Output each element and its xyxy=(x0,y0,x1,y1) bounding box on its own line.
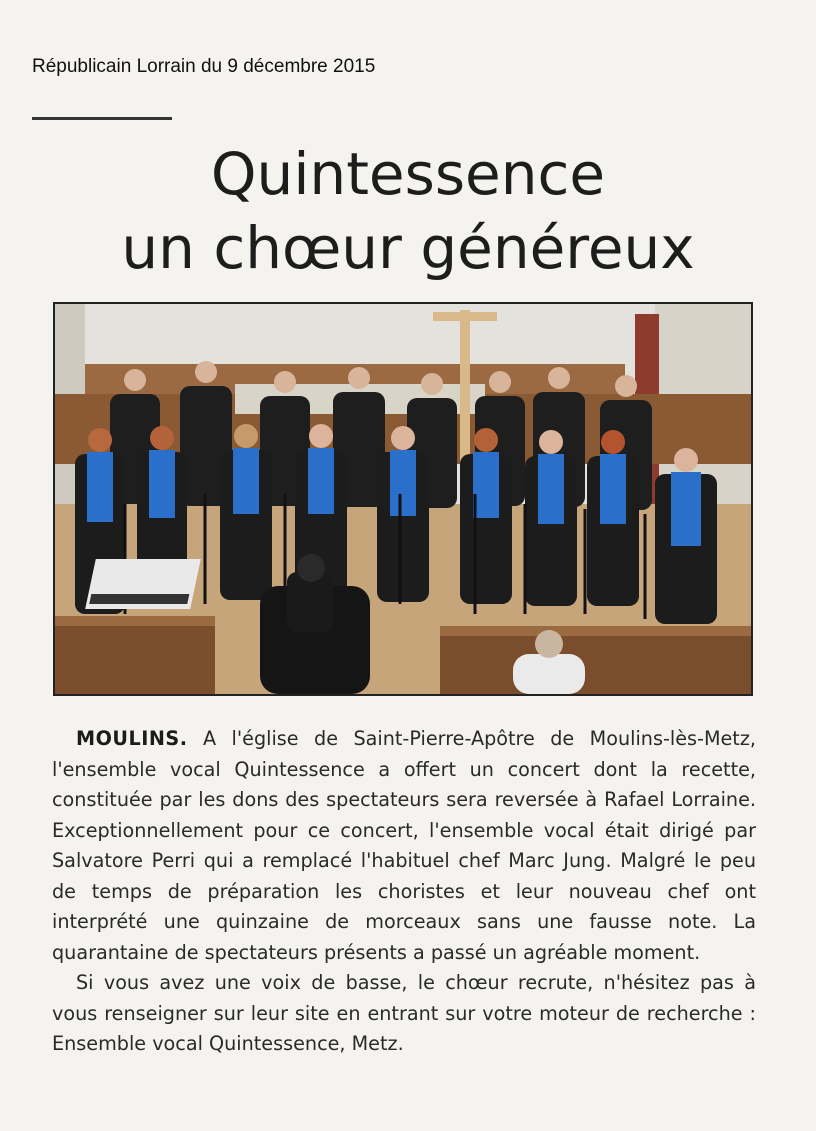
article-paragraph-1 xyxy=(52,724,756,968)
choir-photo-illustration xyxy=(55,304,751,694)
article-kicker: MOULINS. xyxy=(76,727,188,750)
header-rule xyxy=(32,117,172,120)
article-body xyxy=(52,724,756,1060)
headline xyxy=(0,138,816,284)
article-paragraph-1-text: A l'église de Saint-Pierre-Apôtre de Moulins-lès-Metz, l'ensemble vocal Quintessence a offert un concert dont la recette, constituée par les dons des spectateurs sera reversée à Rafael Lorraine. Exceptionnellement pour ce concert, l'ensemble vocal était dirigé par Salvatore Perri qui a remplacé l'habituel chef Marc Jung. Malgré le peu de temps de préparation les choristes et leur nouveau chef ont interprété une quinzaine de morceaux sans une fausse note. La quarantaine de spectateurs présents a passé un agréable moment. xyxy=(52,727,756,964)
publication-source: Républicain Lorrain du 9 décembre 2015 xyxy=(32,56,376,77)
headline-line-2: un chœur généreux xyxy=(121,214,695,282)
headline-line-1: Quintessence xyxy=(210,140,606,208)
choir-photo xyxy=(53,302,753,696)
article-paragraph-2: Si vous avez une voix de basse, le chœur recrute, n'hésitez pas à vous renseigner sur leur site en entrant sur votre moteur de recherche : Ensemble vocal Quintessence, Metz. xyxy=(52,971,756,1055)
